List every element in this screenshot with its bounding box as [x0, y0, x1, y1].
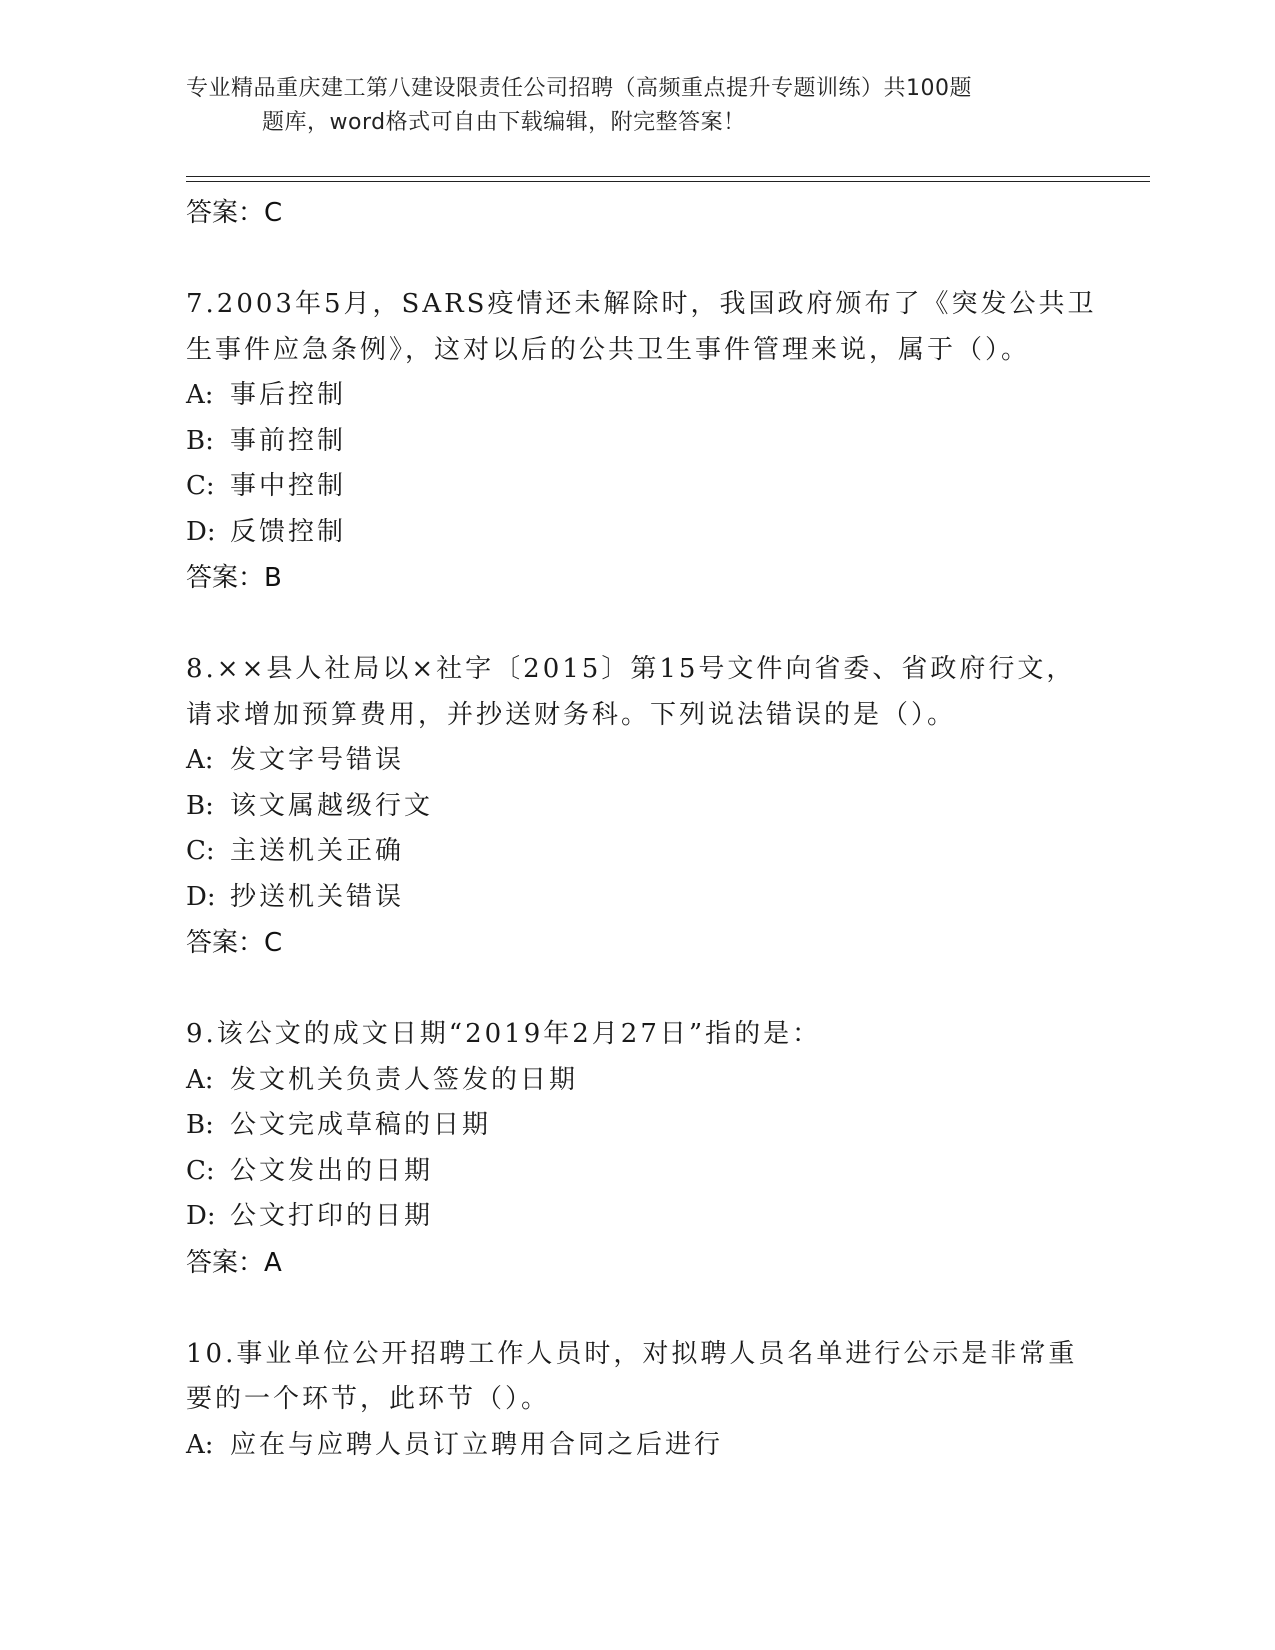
- option-a: [186, 373, 1106, 419]
- option-label: B:: [186, 790, 214, 821]
- option-text: 发文字号错误: [230, 745, 405, 775]
- option-b: [186, 1103, 1106, 1149]
- block-spacer: [186, 966, 1106, 1012]
- option-text: 事后控制: [230, 380, 347, 410]
- question-8: [186, 647, 1106, 966]
- header-rule-top: [186, 176, 1150, 177]
- option-text: 发文机关负责人签发的日期: [230, 1064, 579, 1095]
- option-a: [186, 1058, 1106, 1104]
- option-text: 反馈控制: [230, 516, 347, 547]
- question-text-line: 7.2003年5月，SARS疫情还未解除时，我国政府颁布了《突发公共卫: [186, 289, 1097, 319]
- option-text: 事中控制: [230, 471, 347, 501]
- option-label: C:: [186, 1155, 215, 1186]
- answer-line: 答案：B: [186, 563, 282, 593]
- option-label: B:: [186, 1110, 214, 1140]
- option-label: D:: [186, 1201, 216, 1231]
- option-text: 抄送机关错误: [230, 881, 405, 912]
- question-10: [186, 1332, 1106, 1469]
- option-label: C:: [186, 836, 215, 866]
- option-label: A:: [186, 745, 214, 775]
- answer-line: 答案：C: [186, 198, 283, 228]
- option-b: [186, 419, 1106, 465]
- block-spacer: [186, 1286, 1106, 1332]
- header-title-line-2: 题库，word格式可自由下载编辑，附完整答案！: [262, 110, 746, 135]
- option-c: [186, 829, 1106, 875]
- option-d: [186, 510, 1106, 556]
- header-title-line-1: 专业精品重庆建工第八建设限责任公司招聘（高频重点提升专题训练）共100题: [186, 76, 972, 101]
- option-c: [186, 464, 1106, 510]
- option-label: A:: [186, 1064, 214, 1095]
- block-spacer: [186, 236, 1106, 282]
- document-body: [186, 190, 1106, 1468]
- option-text: 公文完成草稿的日期: [230, 1110, 492, 1140]
- question-text-line: 9.该公文的成文日期“2019年2月27日”指的是：: [186, 1019, 822, 1049]
- option-d: [186, 1194, 1106, 1240]
- question-text-line: 8.××县人社局以×社字〔2015〕第15号文件向省委、省政府行文，: [186, 654, 1076, 684]
- option-b: [186, 784, 1106, 830]
- option-text: 应在与应聘人员订立聘用合同之后进行: [230, 1429, 724, 1460]
- option-text: 公文发出的日期: [230, 1155, 434, 1186]
- question-9: [186, 1012, 1106, 1286]
- option-a: [186, 1423, 1106, 1469]
- header-rule-bottom: [186, 181, 1150, 182]
- option-c: [186, 1149, 1106, 1195]
- answer-line: 答案：A: [186, 1247, 282, 1278]
- question-text-line: 请求增加预算费用，并抄送财务科。下列说法错误的是（）。: [186, 699, 957, 730]
- option-text: 公文打印的日期: [230, 1201, 434, 1231]
- option-text: 事前控制: [230, 425, 347, 456]
- block-spacer: [186, 601, 1106, 647]
- option-d: [186, 875, 1106, 921]
- question-text-line: 10.事业单位公开招聘工作人员时，对拟聘人员名单进行公示是非常重: [186, 1338, 1078, 1369]
- question-text-line: 要的一个环节，此环节（）。: [186, 1384, 551, 1414]
- answer-line: 答案：C: [186, 928, 283, 958]
- option-text: 该文属越级行文: [230, 790, 434, 821]
- question-7: [186, 282, 1106, 601]
- option-label: D:: [186, 516, 216, 547]
- option-label: D:: [186, 881, 216, 912]
- option-label: A:: [186, 380, 214, 410]
- option-a: [186, 738, 1106, 784]
- option-label: C:: [186, 471, 215, 501]
- option-label: B:: [186, 425, 214, 456]
- document-header: [186, 72, 1086, 140]
- option-text: 主送机关正确: [230, 836, 405, 866]
- question-text-line: 生事件应急条例》，这对以后的公共卫生事件管理来说，属于（）。: [186, 334, 1031, 365]
- option-label: A:: [186, 1429, 214, 1460]
